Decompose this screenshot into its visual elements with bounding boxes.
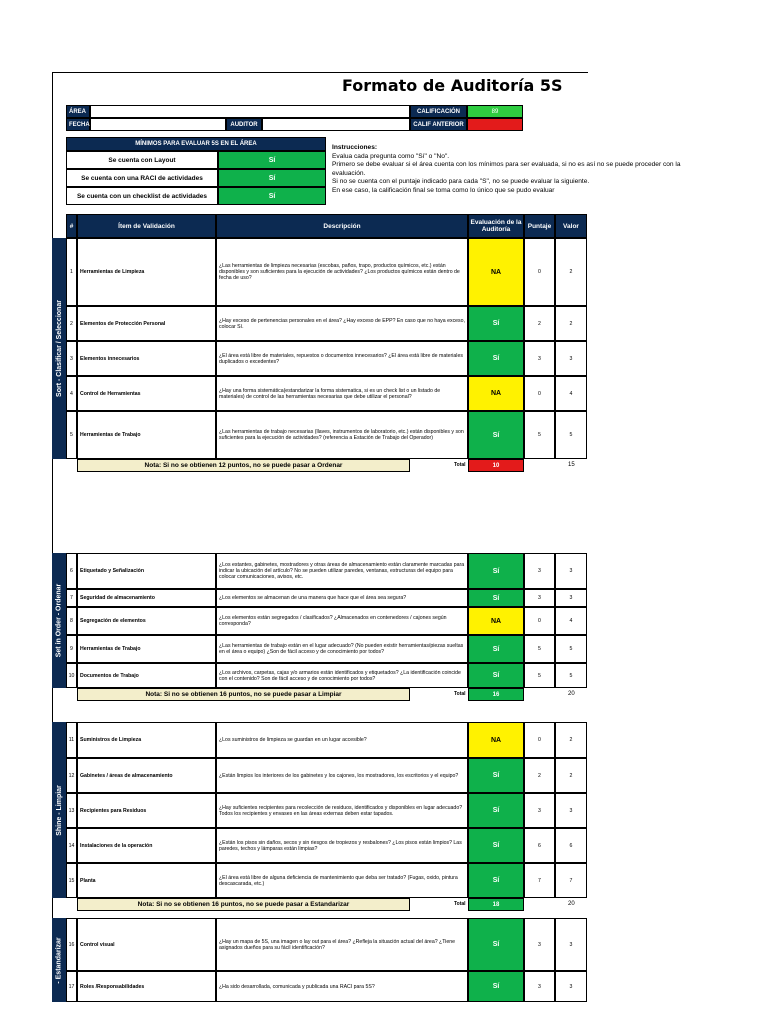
col-desc-header: Descripción [216, 214, 468, 238]
minimos-checklist-label: Se cuenta con un checklist de actividades [66, 187, 218, 205]
row-value: 3 [555, 589, 587, 607]
row-score: 5 [524, 663, 555, 688]
row-score: 3 [524, 589, 555, 607]
row-description: ¿Los elementos se almacenan de una manera que hace que el área sea segura? [216, 589, 468, 607]
row-score: 2 [524, 306, 555, 341]
section-total-label: Total [454, 462, 466, 468]
row-number: 3 [66, 341, 77, 376]
page-title: Formato de Auditoría 5S [342, 76, 563, 95]
row-number: 4 [66, 376, 77, 411]
instructions-line: Si no se cuenta con el puntaje indicado para cada "S", no se puede evaluar la siguiente. [332, 178, 590, 185]
area-field[interactable] [90, 105, 410, 118]
instructions-line: En ese caso, la calificación final se toma como lo único que se pudo evaluar [332, 186, 555, 194]
row-evaluation[interactable]: NA [468, 607, 524, 635]
row-number: 10 [66, 663, 77, 688]
instructions [332, 144, 681, 206]
audit-sheet [52, 72, 681, 990]
row-item: Recipientes para Residuos [77, 793, 216, 828]
col-pts-header: Puntaje [524, 214, 555, 238]
row-value: 3 [555, 918, 587, 971]
section-label [52, 238, 66, 459]
row-item: Herramientas de Trabajo [77, 635, 216, 663]
minimos-title: MÍNIMOS PARA EVALUAR 5S EN EL ÁREA [66, 137, 326, 151]
row-score: 0 [524, 376, 555, 411]
row-evaluation[interactable]: Sí [468, 553, 524, 589]
row-value: 4 [555, 376, 587, 411]
section-note: Nota: Si no se obtienen 16 puntos, no se puede pasar a Limpiar [77, 688, 410, 701]
row-description: ¿Los elementos están segregados / clasificados? ¿Almacenados en contenedores / cajones según corresponda? [216, 607, 468, 635]
sheet-top-border [52, 72, 588, 73]
section-total-label: Total [454, 901, 466, 907]
row-number: 12 [66, 758, 77, 793]
row-item: Control visual [77, 918, 216, 971]
row-item: Herramientas de Limpieza [77, 238, 216, 306]
row-evaluation[interactable]: NA [468, 238, 524, 306]
row-item: Roles /Responsabilidades [77, 971, 216, 1002]
row-description: ¿Hay un mapa de 5S, una imagen o lay out para el área? ¿Refleja la situación actual del área? ¿Tiene asignados dueños para su fácil identificación? [216, 918, 468, 971]
row-score: 7 [524, 863, 555, 898]
row-item: Planta [77, 863, 216, 898]
section-total: 16 [468, 688, 524, 701]
row-score: 0 [524, 722, 555, 758]
section-total-value: 20 [568, 901, 575, 907]
row-value: 2 [555, 722, 587, 758]
row-value: 3 [555, 553, 587, 589]
row-value: 3 [555, 793, 587, 828]
col-eval-header: Evaluación de la Auditoría [468, 214, 524, 238]
instructions-heading: Instrucciones: [332, 144, 378, 151]
row-number: 5 [66, 411, 77, 459]
row-description: ¿El área está libre de materiales, repuestos o documentos innecesarios? ¿El área está libre de materiales duplicados o excedentes? [216, 341, 468, 376]
instructions-line: evaluación. [332, 169, 366, 177]
row-value: 6 [555, 828, 587, 863]
row-description: ¿Hay suficientes recipientes para recolección de residuos, identificados y disponibles en lugar adecuado? Todos los recipientes y envases en las áreas externas deben estar tapados. [216, 793, 468, 828]
row-description: ¿Hay una forma sistemática(estandarizar la forma sistematica, si es un check list o un listado de materiales) de control de las herramientas necesarias que debe utilizar el personal? [216, 376, 468, 411]
row-number: 11 [66, 722, 77, 758]
row-score: 3 [524, 971, 555, 1002]
row-score: 3 [524, 553, 555, 589]
row-item: Documentos de Trabajo [77, 663, 216, 688]
auditor-label: AUDITOR [226, 118, 262, 131]
row-description: ¿El área está libre de alguna deficiencia de mantenimiento que deba ser tratado? (Fugas, oxido, pintura descascarada, etc.) [216, 863, 468, 898]
calif-anterior-value [467, 118, 523, 131]
section-label-text: Shine - Limpiar [55, 784, 63, 836]
row-value: 5 [555, 663, 587, 688]
section-label [52, 722, 66, 898]
calificacion-label: CALIFICACIÓN [410, 105, 467, 118]
row-value: 5 [555, 635, 587, 663]
row-item: Elementos de Protección Personal [77, 306, 216, 341]
row-evaluation[interactable]: NA [468, 376, 524, 411]
row-item: Control de Herramientas [77, 376, 216, 411]
row-score: 5 [524, 411, 555, 459]
row-number: 7 [66, 589, 77, 607]
row-description: ¿Las herramientas de trabajo necesarias (llaves, instrumentos de laboratorio, etc.) están disponibles y son suficientes para la ejecución de actividades? (referencia a Estación de Trabajo del Operador) [216, 411, 468, 459]
row-evaluation[interactable]: Sí [468, 589, 524, 607]
col-item-header: Ítem de Validación [77, 214, 216, 238]
row-item: Seguridad de almacenamiento [77, 589, 216, 607]
minimos-raci-label: Se cuenta con una RACI de actividades [66, 169, 218, 187]
calif-anterior-label: CALIF ANTERIOR [410, 118, 467, 131]
row-description: ¿Los archivos, carpetas, cajas y/o armarios están identificados y etiquetados? ¿La identificación coincide con el contenido? Son de fácil acceso y de conocimiento por todos? [216, 663, 468, 688]
section-label-text: Sort - Clasificar / Seleccionar [55, 300, 63, 397]
row-score: 5 [524, 635, 555, 663]
row-number: 2 [66, 306, 77, 341]
row-item: Segregación de elementos [77, 607, 216, 635]
section-note: Nota: Si no se obtienen 12 puntos, no se puede pasar a Ordenar [77, 459, 410, 472]
section-total: 10 [468, 459, 524, 472]
auditor-field[interactable] [262, 118, 410, 131]
row-description: ¿Están los pisos sin daños, secos y sin riesgos de tropiezos y resbalones? ¿Los pisos están limpios? Las paredes, techos y lámparas están limpias? [216, 828, 468, 863]
row-description: ¿Las herramientas de limpieza necesarias (escobas, paños, trapo, productos químicos, etc.) están disponibles y son suficientes para la ejecución de actividades? ¿Los productos químicos están dentro de fecha de uso? [216, 238, 468, 306]
row-value: 3 [555, 971, 587, 1002]
minimos-checklist-value[interactable]: Sí [218, 187, 326, 205]
section-total-value: 15 [568, 462, 575, 468]
section-label-text: Set in Order - Ordenar [55, 583, 63, 658]
row-evaluation[interactable]: Sí [468, 663, 524, 688]
row-evaluation[interactable]: Sí [468, 341, 524, 376]
row-number: 13 [66, 793, 77, 828]
row-evaluation[interactable]: Sí [468, 918, 524, 971]
row-description: ¿Ha sido desarrollada, comunicada y publicada una RACI para 5S? [216, 971, 468, 1002]
row-evaluation[interactable]: Sí [468, 863, 524, 898]
row-number: 6 [66, 553, 77, 589]
row-value: 5 [555, 411, 587, 459]
row-number: 9 [66, 635, 77, 663]
row-item: Elementos innecesarios [77, 341, 216, 376]
row-item: Etiquetado y Señalización [77, 553, 216, 589]
section-total: 18 [468, 898, 524, 911]
row-evaluation[interactable]: Sí [468, 306, 524, 341]
row-item: Instalaciones de la operación [77, 828, 216, 863]
row-number: 16 [66, 918, 77, 971]
row-value: 2 [555, 238, 587, 306]
row-description: ¿Los suministros de limpieza se guardan en un lugar accesible? [216, 722, 468, 758]
row-number: 17 [66, 971, 77, 1002]
row-value: 7 [555, 863, 587, 898]
row-number: 8 [66, 607, 77, 635]
calificacion-value: 89 [467, 105, 523, 118]
row-number: 15 [66, 863, 77, 898]
row-value: 2 [555, 758, 587, 793]
fecha-label: FECHA [66, 118, 90, 131]
section-label [52, 918, 66, 1002]
instructions-line: Evalua cada pregunta como "Sí" o "No". [332, 152, 450, 160]
row-item: Herramientas de Trabajo [77, 411, 216, 459]
row-evaluation[interactable]: Sí [468, 971, 524, 1002]
minimos-layout-value[interactable]: Sí [218, 151, 326, 169]
row-item: Suministros de Limpieza [77, 722, 216, 758]
col-val-header: Valor [555, 214, 587, 238]
row-evaluation[interactable]: Sí [468, 635, 524, 663]
section-total-value: 20 [568, 691, 575, 697]
row-evaluation[interactable]: Sí [468, 793, 524, 828]
row-number: 14 [66, 828, 77, 863]
row-value: 2 [555, 306, 587, 341]
row-description: ¿Hay exceso de pertenencias personales en el área? ¿Hay exceso de EPP? En caso que no haya exceso, colocar Sí. [216, 306, 468, 341]
row-description: ¿Los estantes, gabinetes, mostradores y otras áreas de almacenamiento están claramente marcadas para indicar la ubicación del artículo? No se pueden utilizar paredes, ventanas, estructuras del equipo para colocar comunicaciones, avisos, etc. [216, 553, 468, 589]
row-score: 6 [524, 828, 555, 863]
col-num-header: # [66, 214, 77, 238]
row-score: 2 [524, 758, 555, 793]
row-evaluation[interactable]: NA [468, 722, 524, 758]
section-label [52, 553, 66, 688]
minimos-raci-value[interactable]: Sí [218, 169, 326, 187]
row-score: 3 [524, 918, 555, 971]
area-label: ÁREA [66, 105, 90, 118]
row-score: 3 [524, 341, 555, 376]
section-note: Nota: Si no se obtienen 16 puntos, no se puede pasar a Estandarizar [77, 898, 410, 911]
instructions-line: Primero se debe evaluar si el área cuenta con los mínimos para ser evaluada, si no es así no se puede proceder con la [332, 161, 681, 168]
section-total-label: Total [454, 691, 466, 697]
row-evaluation[interactable]: Sí [468, 411, 524, 459]
row-score: 3 [524, 793, 555, 828]
row-value: 3 [555, 341, 587, 376]
row-description: ¿Las herramientas de trabajo están en el lugar adecuado? (No pueden existir herramientas/piezas sueltas en el área o equipo) ¿Son de fácil acceso y de conocimiento por todos? [216, 635, 468, 663]
fecha-field[interactable] [90, 118, 226, 131]
section-label-text: - Estandarizar [55, 936, 63, 984]
row-score: 0 [524, 607, 555, 635]
row-value: 4 [555, 607, 587, 635]
row-number: 1 [66, 238, 77, 306]
row-evaluation[interactable]: Sí [468, 828, 524, 863]
row-item: Gabinetes / áreas de almacenamiento [77, 758, 216, 793]
row-evaluation[interactable]: Sí [468, 758, 524, 793]
row-score: 0 [524, 238, 555, 306]
minimos-layout-label: Se cuenta con Layout [66, 151, 218, 169]
row-description: ¿Están limpios los interiores de los gabinetes y los cajones, los mostradores, los escritorios y el equipo? [216, 758, 468, 793]
